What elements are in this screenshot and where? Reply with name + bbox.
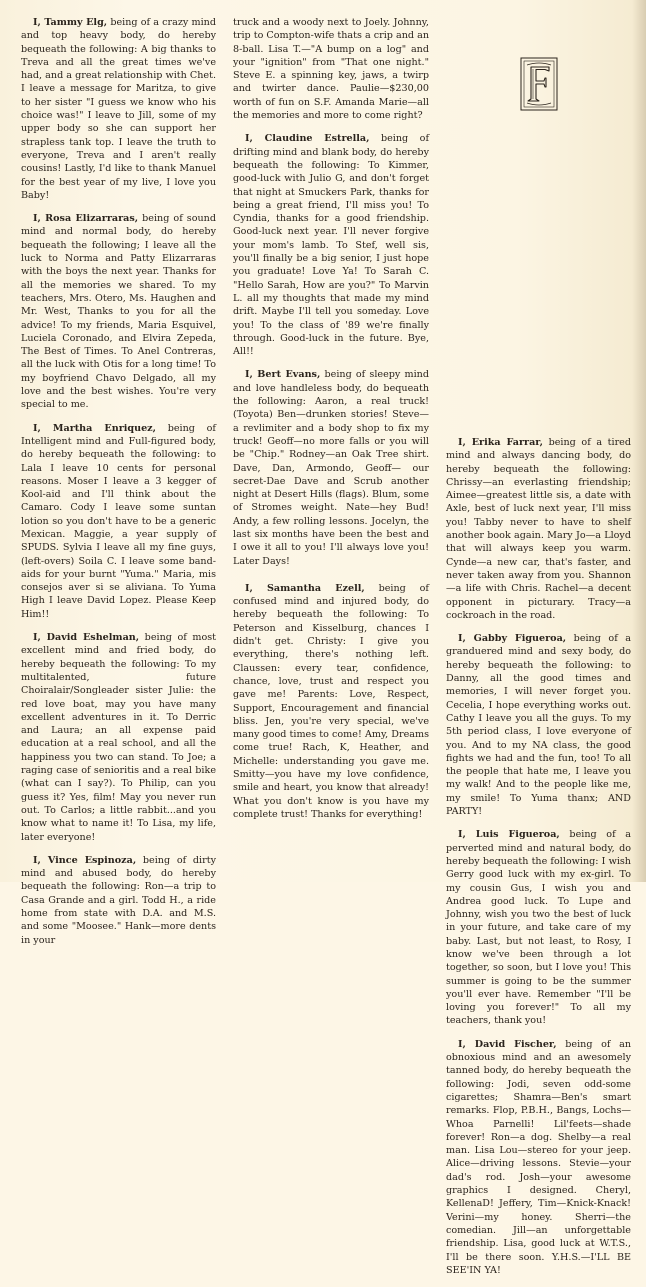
entry-text: being of dirty mind and abused body, do hereby bequeath the following: Ron—a trip to Casa Grande and a girl. Todd H., a ride home from state with D.A. and M.S. and some "Moosee." Hank—more dents in your [21, 854, 216, 946]
entry-gabby-figueroa [446, 632, 631, 818]
entry-name: I, David Eshelman, [33, 632, 140, 644]
entry-text: being of confused mind and injured body, do hereby bequeath the following: To Peterson and Kisselburg, chances I didn't get. Christy: I give you everything, there's nothing left. Claussen: every tear, confidence, chance, love, trust and respect you gave me! Parents: Love, Respect, Support, Encouragement and financial bliss. Jen, you're very special, we've many good times to come! Amy, Dreams come true! Rach, K, Heather, and Michelle: understanding you gave me. Smitty—you have my love confidence, smile and heart, you know that already! What you don't know is you have my complete trust! Thanks for everything! [233, 582, 429, 820]
entry-name: I, Claudine Estrella, [245, 133, 370, 145]
column-2 [233, 16, 429, 831]
entry-text: being of a granduered mind and sexy body, do hereby bequeath the following: to Danny, all the good times and memories, I will never forget you. Cecelia, I hope everything works out. Cathy I leave you all the guys. To my 5th period class, I love everyone of you. And to my NA class, the good fights we had and the fun, too! To all the people that hate me, I leave you my walk! And to the people like me, my smile! To Yuma thanx; AND PARTY! [446, 633, 631, 818]
entry-luis-figueroa [446, 828, 631, 1027]
column-3 [446, 436, 631, 1287]
entry-espinoza [21, 854, 216, 947]
entry-name: I, Bert Evans, [245, 369, 321, 381]
entry-name: I, Rosa Elizarraras, [33, 213, 139, 225]
decorative-initial-f-icon [518, 55, 560, 113]
entry-elg [21, 16, 216, 202]
entry-text: being of drifting mind and blank body, do hereby bequeath the following: To Kimmer, good-luck with Julio G, and don't forget that night at Smuckers Park, thanks for being a great friend, I'll miss you! To Cyndia, thanks for a good friendship. Good-luck next year. I'll never forgive your mom's lamb. To Stef, well sis, you'll finally be a big senior, I just hope you graduate! Love Ya! To Sarah C. "Hello Sarah, How are you?" To Marvin L. all my thoughts that made my mind drift. Maybe I'll tell you someday. Love you! To the class of '89 we're finally through. Good-luck in the future. Bye, All!! [233, 133, 430, 358]
entry-elizarraras [21, 212, 216, 411]
entry-name: I, Samantha Ezell, [245, 582, 365, 594]
entry-text: truck and a woody next to Joely. Johnny, trip to Compton-wife thats a crip and an 8-ball. Lisa T.—"A bump on a log" and your "ignition" from "That one night." Steve E. a spinning key, jaws, a twirp and twirter dance. Paulie—$230,00 worth of fun on S.F. Amanda Marie—all the memories and more to come right? [233, 17, 429, 122]
entry-name: I, Tammy Elg, [33, 17, 108, 28]
entry-text: being of sleepy mind and love handleless body, do bequeath the following: Aaron, a real truck! (Toyota) Ben—drunken stories! Steve—a revlimiter and a body shop to fix my truck! Geoff—no more falls or you will be "Chip." Rodney—an Oak Tree shirt. Dave, Dan, Armondo, Geoff— our secret-Dae Dave and Scrub another night at Desert Hills (flags). Blum, some of Stromes weight. Nate—hey Bud! Andy, a few rolling lessons. Jocelyn, the last six months have been the best and I owe it all to you! I'll always love you! Later Days! [233, 369, 429, 567]
entry-name: I, Vince Espinoza, [33, 854, 137, 866]
entry-text: being of a crazy mind and top heavy body, do hereby bequeath the following: A big thanks to Treva and all the great times we've had, and a great relationship with Chet. I leave a message for Maritza, to give to her sister "I guess we know who his choice was!" I leave to Jill, some of my upper body so she can support her strapless tank top. I leave the truth to everyone, Treva and I aren't really cousins! Lastly, I'd like to thank Manuel for the best year of my live, I love you Baby! [21, 17, 217, 201]
entry-text: being of a perverted mind and natural body, do hereby bequeath the following: I wish Gerry good luck with my ex-girl. To my cousin Gus, I wish you and Andrea good luck. To Lupe and Johnny, wish you two the best of luck in your future, and take care of my baby. Last, but not least, to Rosy, I know we've been through a lot together, so soon, but I love you! This summer is going to be the summer you'll ever have. Remember "I'll be loving you forever!" To all my teachers, thank you! [446, 829, 632, 1027]
entry-eshelman [21, 631, 216, 844]
entry-text: being of Intelligent mind and Full-figured body, do hereby bequeath the following: to Lala I leave 10 cents for personal reasons. Moser I leave a 3 kegger of Kool-aid and I'll think about the Camaro. Cody I leave some suntan lotion so you don't have to be a generic Mexican. Maggie, a year supply of SPUDS. Sylvia I leave all my fine guys, (left-overs) Soila C. I leave some band-aids for your burnt "Yuma." Maria, mis consejos aver si se aliviana. To Yuma High I leave David Lopez. Please Keep Him!! [21, 422, 216, 620]
entry-estrella [233, 132, 429, 358]
entry-name: I, David Fischer, [458, 1038, 557, 1050]
entry-text: being of sound mind and normal body, do hereby bequeath the following; I leave all the luck to Norma and Patty Elizarraras with the boys the next year. Thanks for all the memories we shared. To my teachers, Mrs. Otero, Ms. Haughen and Mr. West, Thanks to you for all the advice! To my friends, Maria Esquivel, Luciela Coronado, and Elvira Zepeda, The Best of Times. To Anel Contreras, all the luck with Otis for a long time! To my boyfriend Chavo Delgado, all my love and the best wishes. You're very special to me. [21, 213, 216, 411]
entry-text: being of most excellent mind and fried body, do hereby bequeath the following: To my multitalented, future Choiralair/Songleader sister Julie: the red love boat, may you have many excellent adventures in it. To Derric and Laura; an all expense paid education at a real school, and all the happiness you two can stand. To Joe; a raging case of senioritis and a real bike (what can I say?). To Philip, can you guess it? Yes, film! May you never run out. To Carlos; a little rabbit...and you know what to name it! To Lisa, my life, later everyone! [21, 632, 216, 843]
entry-text: being of a tired mind and always dancing body, do hereby bequeath the following: Chrissy—an everlasting friendship; Aimee—greatest little sis, a date with Axle, best of luck next year, I'll miss you! Tabby never to have to shelf another book again. Mary Jo—a Lloyd that will always keep you warm. Cynde—a new car, that's faster, and never taken away from you. Shannon—a life with Chris. Rachel—a decent opponent in picturary. Tracy—a cockroach in the road. [446, 437, 631, 621]
entry-farrar [446, 436, 631, 622]
entry-enriquez [21, 422, 216, 621]
entry-text: being of an obnoxious mind and an awesomely tanned body, do hereby bequeath the following: Jodi, seven odd-some cigarettes; Shamra—Ben's smart remarks. Flop, P.B.H., Bangs, Lochs—Whoa Parnelli! Lil'feets—shade forever! Ron—a dog. Shelby—a real man. Lisa Lou—stereo for your jeep. Alice—driving lessons. Stevie—your dad's rod. Josh—your awesome graphics I designed. Cheryl, KellenaD! Jeffery, Tim—Knick-Knack! Verini—my honey. Sherri—the comedian. Jill—an unforgettable friendship. Lisa, good luck at W.T.S., I'll be there soon. Y.H.S.—I'LL BE SEE'IN YA! [446, 1038, 631, 1276]
entry-ezell [233, 582, 429, 821]
entry-name: I, Martha Enriquez, [33, 422, 156, 434]
column-1 [21, 16, 216, 957]
entry-evans [233, 368, 429, 567]
entry-espinoza-continued [233, 16, 429, 122]
entry-name: I, Gabby Figueroa, [458, 633, 567, 645]
entry-name: I, Erika Farrar, [458, 437, 544, 448]
entry-name: I, Luis Figueroa, [458, 829, 560, 841]
entry-fischer [446, 1038, 631, 1277]
page-edge-shadow [632, 0, 646, 882]
